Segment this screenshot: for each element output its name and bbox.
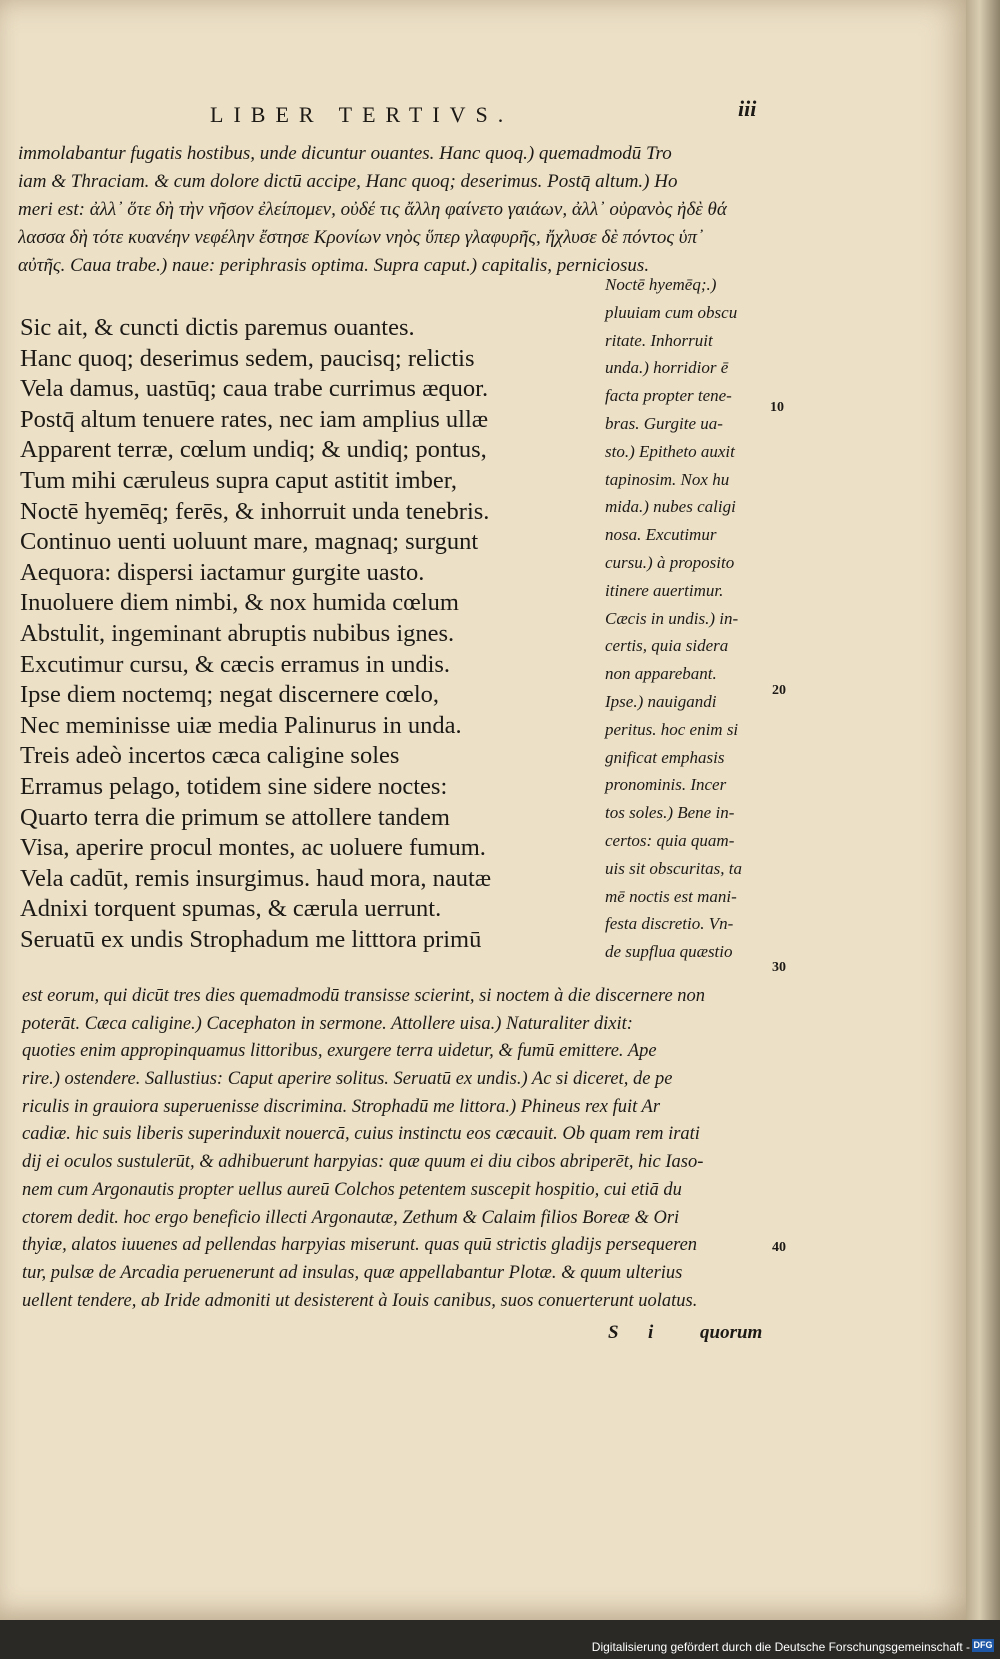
side-line: tapinosim. Nox hu: [605, 469, 730, 489]
commentary-line: λασσα δὴ τότε κυανέην νεφέλην ἔστησε Κρονίων νηὸς ὕπερ γλαφυρῆς, ἤχλυσε δὲ πόντος ὑπ᾽: [18, 227, 704, 248]
side-line: nosa. Excutimur: [605, 525, 717, 545]
side-line: pluuiam cum obscu: [605, 302, 738, 322]
side-line: gnificat emphasis: [605, 747, 725, 767]
verse-line: Visa, aperire procul montes, ac uoluere fumum.: [20, 834, 486, 862]
verse-line: Noctē hyemēq; ferēs, & inhorruit unda tenebris.: [20, 497, 490, 525]
side-line: de supflua quæstio: [605, 942, 733, 962]
bottom-commentary: [22, 983, 792, 1315]
commentary-line: αὐτῆς. Caua trabe.) naue: periphrasis optima. Supra caput.) capitalis, perniciosus.: [18, 255, 650, 276]
commentary-line: rire.) ostendere. Sallustius: Caput aperire solitus. Seruatū ex undis.) Ac si diceret, de pe: [22, 1069, 673, 1090]
commentary-line: ctorem dedit. hoc ergo beneficio illecti Argonautæ, Zethum & Calaim filios Boreæ & Ori: [22, 1207, 680, 1228]
side-line: Noctē hyemēq;.): [605, 275, 717, 294]
line-number: 30: [772, 960, 786, 975]
side-line: certos: quia quam-: [605, 830, 735, 850]
side-line: Ipse.) nauigandi: [605, 691, 717, 711]
folio-number: iii: [738, 96, 757, 121]
side-line: tos soles.) Bene in-: [605, 803, 735, 823]
verse-block: [20, 313, 590, 955]
signature-mark: S: [608, 1322, 619, 1343]
verse-line: Aequora: dispersi iactamur gurgite uasto.: [20, 558, 425, 586]
commentary-line: poterāt. Cæca caligine.) Cacephaton in sermone. Attollere uisa.) Naturaliter dixit:: [22, 1013, 633, 1034]
verse-line: Treis adeò incertos cæca caligine soles: [20, 742, 400, 770]
side-line: unda.) horridior ē: [605, 358, 729, 378]
page-edge: [966, 0, 1000, 1620]
verse-line: Inuoluere diem nimbi, & nox humida cœlum: [20, 589, 459, 617]
commentary-line: riculis in grauiora superuenisse discrimina. Strophadū me littora.) Phineus rex fuit Ar: [22, 1096, 661, 1117]
verse-line: Abstulit, ingeminant abruptis nubibus ignes.: [20, 619, 455, 647]
side-line: non apparebant.: [605, 664, 717, 684]
commentary-line: immolabantur fugatis hostibus, unde dicuntur ouantes. Hanc quoq.) quemadmodū Tro: [18, 143, 672, 164]
side-line: festa discretio. Vn-: [605, 914, 734, 934]
side-line: pronominis. Incer: [605, 775, 727, 795]
side-line: facta propter tene-: [605, 386, 732, 406]
side-line: ritate. Inhorruit: [605, 330, 713, 350]
commentary-line: tur, pulsæ de Arcadia peruenerunt ad insulas, quæ appellabantur Plotæ. & quum ulterius: [22, 1262, 683, 1283]
commentary-line: dij ei oculos sustulerūt, & adhibuerunt harpyias: quæ quum ei diu cibos abriperēt, hic Iaso-: [22, 1152, 704, 1173]
side-line: uis sit obscuritas, ta: [605, 858, 742, 878]
line-number: 40: [772, 1240, 786, 1255]
commentary-line: thyiæ, alatos iuuenes ad pellendas harpyias miserunt. quas quū strictis gladijs persequeren: [22, 1235, 698, 1256]
side-line: mida.) nubes caligi: [605, 497, 736, 517]
line-number: 20: [772, 683, 786, 698]
verse-line: Nec meminisse uiæ media Palinurus in unda.: [20, 711, 462, 739]
verse-line: Postq̄ altum tenuere rates, nec iam amplius ullæ: [20, 405, 489, 433]
top-commentary: [18, 140, 778, 280]
verse-line: Erramus pelago, totidem sine sidere noctes:: [20, 772, 448, 800]
verse-line: Continuo uenti uoluunt mare, magnaq; surgunt: [20, 528, 479, 556]
side-line: mē noctis est mani-: [605, 886, 737, 906]
verse-line: Quarto terra die primum se attollere tandem: [20, 803, 450, 831]
commentary-line: iam & Thraciam. & cum dolore dictū accipe, Hanc quoq; deserimus. Postq̄ altum.) Ho: [18, 171, 678, 192]
side-commentary: [605, 271, 780, 966]
side-line: itinere auertimur.: [605, 580, 724, 600]
side-line: Cæcis in undis.) in-: [605, 608, 739, 628]
verse-line: Tum mihi cæruleus supra caput astitit imber,: [20, 466, 458, 494]
verse-line: Apparent terræ, cœlum undiq; & undiq; pontus,: [20, 436, 487, 464]
dfg-logo: DFG: [973, 1640, 993, 1650]
commentary-line: cadiæ. hic suis liberis superinduxit nouercā, cuius instinctu eos cæcauit. Ob quam rem irati: [22, 1124, 700, 1145]
side-line: certis, quia sidera: [605, 636, 729, 656]
side-line: sto.) Epitheto auxit: [605, 441, 735, 461]
verse-line: Hanc quoq; deserimus sedem, paucisq; relictis: [20, 344, 475, 372]
commentary-line: meri est: ἀλλ᾽ ὅτε δὴ τὴν νῆσον ἐλείπομεν, οὐδέ τις ἄλλη φαίνετο γαιάων, ἀλλ᾽ οὐρανὸς ἠδὲ θά: [18, 199, 727, 220]
verse-line: Excutimur cursu, & cæcis erramus in undis.: [20, 650, 451, 678]
catchword: quorum: [700, 1322, 763, 1343]
side-line: peritus. hoc enim si: [605, 719, 739, 739]
commentary-line: est eorum, qui dicūt tres dies quemadmodū transisse scierint, si noctem à die discernere non: [22, 986, 706, 1006]
verse-line: Ipse diem noctemq; negat discernere cœlo,: [20, 681, 440, 709]
funder-credit: Digitalisierung gefördert durch die Deutsche Forschungsgemeinschaft -: [591, 1640, 970, 1654]
running-head: LIBER TERTIVS.: [210, 102, 514, 127]
commentary-line: nem cum Argonautis propter uellus aureū Colchos petentem suscepit hospitio, cui etiā du: [22, 1179, 682, 1200]
signature-number: i: [648, 1322, 654, 1343]
side-line: bras. Gurgite ua-: [605, 413, 723, 433]
verse-line: Vela cadūt, remis insurgimus. haud mora, nautæ: [20, 864, 492, 892]
line-number: 10: [770, 400, 784, 415]
verse-line: Adnixi torquent spumas, & cærula uerrunt.: [20, 895, 442, 923]
commentary-line: uellent tendere, ab Iride admoniti ut desisterent à Iouis canibus, suos conuerterunt uolatus.: [22, 1290, 698, 1311]
verse-line: Vela damus, uastūq; caua trabe currimus æquor.: [20, 375, 489, 403]
commentary-line: quoties enim appropinquamus littoribus, exurgere terra uidetur, & fumū emittere. Ape: [22, 1041, 657, 1062]
side-line: cursu.) à proposito: [605, 552, 735, 572]
verse-line: Sic ait, & cuncti dictis paremus ouantes.: [20, 314, 415, 341]
verse-line: Seruatū ex undis Strophadum me litttora primū: [20, 925, 482, 953]
